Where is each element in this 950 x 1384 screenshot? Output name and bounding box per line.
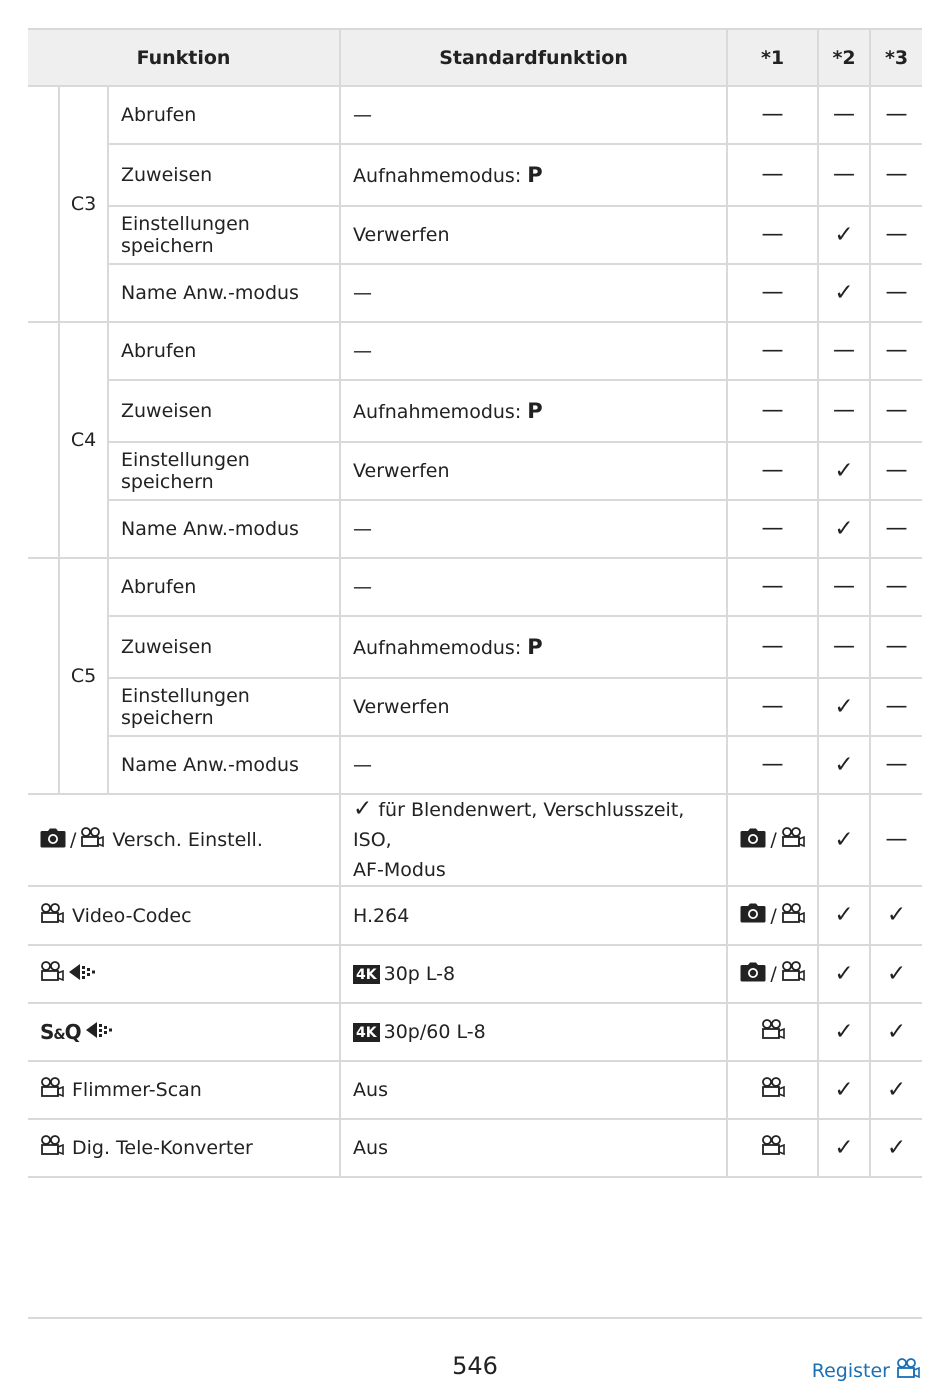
- col-2-cell: [818, 442, 870, 500]
- dash: —: [833, 102, 856, 127]
- col-1-cell: [727, 1119, 818, 1177]
- col-1-cell: [727, 678, 818, 736]
- col-2-cell: [818, 206, 870, 264]
- table-row: [28, 500, 922, 558]
- standard-value: —: [353, 518, 373, 540]
- col-3-cell: [870, 1003, 922, 1061]
- funktion-label: Einstellungen speichern: [121, 449, 250, 493]
- funktion-content: [40, 827, 263, 853]
- dash: —: [885, 102, 908, 127]
- table-row: [28, 264, 922, 322]
- camera-icon: [740, 962, 766, 987]
- checkmark-icon: ✓: [834, 1018, 854, 1045]
- checkmark-icon: ✓: [353, 796, 373, 822]
- table-row: [28, 86, 922, 144]
- 4k-badge: 4K: [353, 1023, 380, 1042]
- funktion-cell: [28, 945, 340, 1003]
- dash: —: [833, 162, 856, 187]
- funktion-cell: [28, 794, 340, 886]
- standard-value: 30p L-8: [383, 963, 456, 985]
- dash: —: [761, 694, 784, 719]
- col-2-cell: [818, 794, 870, 886]
- standard-value: Verwerfen: [353, 460, 450, 482]
- mode-group-name: C5: [70, 665, 97, 687]
- col-3-cell: [870, 206, 922, 264]
- standard-value: 30p/60 L-8: [383, 1021, 486, 1043]
- sq-mode-icon: [40, 1020, 81, 1044]
- checkmark-icon: ✓: [886, 1134, 907, 1161]
- col-2-cell: [818, 380, 870, 442]
- quality-icon: [68, 962, 98, 987]
- funktion-cell: [108, 264, 340, 322]
- funktion-cell: [108, 558, 340, 616]
- checkmark-icon: ✓: [834, 1076, 854, 1103]
- col-2-cell: [818, 678, 870, 736]
- dash: —: [885, 222, 908, 247]
- checkmark-icon: ✓: [834, 693, 854, 720]
- funktion-cell: [108, 442, 340, 500]
- col-1-cell: [727, 144, 818, 206]
- sq-amp: &: [53, 1027, 65, 1043]
- page-number: 546: [452, 1352, 498, 1380]
- funktion-label: Zuweisen: [121, 636, 213, 658]
- col-2-cell: [818, 86, 870, 144]
- funktion-cell: [108, 736, 340, 794]
- checkmark-icon: ✓: [834, 515, 854, 542]
- indent-cell: [28, 322, 59, 558]
- col-3-cell: [870, 736, 922, 794]
- funktion-label: Zuweisen: [121, 400, 213, 422]
- standard-line-1: [353, 795, 714, 855]
- dash: —: [885, 162, 908, 187]
- funktion-label: Versch. Einstell.: [112, 829, 263, 851]
- standard-cell: [340, 206, 727, 264]
- col-1-cell: [727, 558, 818, 616]
- funktion-content: [40, 1135, 253, 1161]
- col-2-cell: [818, 264, 870, 322]
- checkmark-icon: ✓: [834, 279, 854, 306]
- col-1-cell: [727, 736, 818, 794]
- col-1-cell: [727, 206, 818, 264]
- dash: —: [761, 574, 784, 599]
- dash: —: [885, 458, 908, 483]
- slash: /: [770, 963, 777, 985]
- standard-cell: [340, 1061, 727, 1119]
- dash: —: [833, 398, 856, 423]
- col-3-cell: [870, 945, 922, 1003]
- indent-cell: [28, 558, 59, 794]
- icon-group: [740, 903, 804, 929]
- register-label: Register: [811, 1360, 890, 1382]
- checkmark-icon: ✓: [834, 457, 854, 484]
- col-1-cell: [727, 264, 818, 322]
- standard-cell: [340, 678, 727, 736]
- funktion-cell: [108, 144, 340, 206]
- footer-divider: [28, 1317, 922, 1319]
- camera-icon: [40, 828, 66, 853]
- standard-cell: [340, 1003, 727, 1061]
- dash: —: [885, 516, 908, 541]
- col-3-cell: [870, 794, 922, 886]
- checkmark-icon: ✓: [834, 1134, 854, 1161]
- funktion-label: Zuweisen: [121, 164, 213, 186]
- col-1-cell: [727, 794, 818, 886]
- col-2-cell: [818, 144, 870, 206]
- standard-cell: [340, 86, 727, 144]
- header-standardfunktion: Standardfunktion: [340, 29, 727, 86]
- checkmark-icon: ✓: [886, 960, 907, 987]
- table-row: [28, 206, 922, 264]
- standard-cell: [340, 736, 727, 794]
- dash: —: [761, 398, 784, 423]
- table-row: [28, 442, 922, 500]
- col-2-cell: [818, 886, 870, 945]
- standard-cell: [340, 264, 727, 322]
- col-2-cell: [818, 558, 870, 616]
- standard-value: H.264: [353, 904, 410, 927]
- header-col-2: *2: [818, 29, 870, 86]
- icon-group: [761, 1077, 785, 1103]
- register-link[interactable]: [812, 1358, 920, 1384]
- sq-s: S: [40, 1020, 54, 1044]
- funktion-label: Abrufen: [121, 340, 197, 362]
- funktion-content: [40, 1077, 202, 1103]
- col-3-cell: [870, 558, 922, 616]
- table-row: [28, 322, 922, 380]
- icon-group: [740, 827, 804, 853]
- checkmark-icon: ✓: [834, 826, 854, 853]
- dash: —: [761, 458, 784, 483]
- col-1-cell: [727, 1061, 818, 1119]
- movie-icon: [781, 961, 805, 987]
- icon-group: [761, 1019, 785, 1045]
- dash: —: [761, 338, 784, 363]
- col-3-cell: [870, 1119, 922, 1177]
- col-2-cell: [818, 736, 870, 794]
- col-1-cell: [727, 945, 818, 1003]
- movie-icon: [40, 903, 64, 929]
- funktion-label: Name Anw.-modus: [121, 282, 299, 304]
- movie-icon: [761, 1019, 785, 1045]
- movie-icon: [761, 1077, 785, 1103]
- funktion-label: Einstellungen speichern: [121, 213, 250, 257]
- col-2-cell: [818, 945, 870, 1003]
- table-row: [28, 616, 922, 678]
- funktion-cell: [28, 886, 340, 945]
- checkmark-icon: ✓: [886, 1076, 907, 1103]
- funktion-label: Einstellungen speichern: [121, 685, 250, 729]
- movie-icon: [896, 1358, 920, 1384]
- table-row: [28, 558, 922, 616]
- funktion-cell: [28, 1119, 340, 1177]
- col-3-cell: [870, 86, 922, 144]
- movie-icon: [781, 903, 805, 929]
- sq-q: Q: [64, 1020, 81, 1044]
- funktion-label: Abrufen: [121, 104, 197, 126]
- dash: —: [833, 574, 856, 599]
- slash: /: [70, 829, 77, 851]
- indent-cell: [28, 86, 59, 322]
- mode-p-icon: P: [527, 635, 543, 659]
- col-1-cell: [727, 322, 818, 380]
- col-1-cell: [727, 442, 818, 500]
- col-3-cell: [870, 144, 922, 206]
- col-3-cell: [870, 500, 922, 558]
- header-funktion: Funktion: [28, 29, 340, 86]
- standard-value: —: [353, 282, 373, 304]
- col-1-cell: [727, 380, 818, 442]
- col-1-cell: [727, 86, 818, 144]
- table-row: [28, 794, 922, 886]
- movie-icon: [40, 1135, 64, 1161]
- standard-line-2: AF-Modus: [353, 859, 446, 881]
- funktion-label: Video-Codec: [72, 904, 192, 927]
- dash: —: [833, 338, 856, 363]
- checkmark-icon: ✓: [834, 221, 854, 248]
- funktion-cell: [108, 678, 340, 736]
- header-col-1: *1: [727, 29, 818, 86]
- checkmark-icon: ✓: [886, 1018, 907, 1045]
- standard-value: Verwerfen: [353, 224, 450, 246]
- icon-group: [740, 961, 804, 987]
- col-3-cell: [870, 678, 922, 736]
- col-1-cell: [727, 886, 818, 945]
- standard-cell: [340, 144, 727, 206]
- camera-icon: [740, 903, 766, 928]
- movie-icon: [40, 1077, 64, 1103]
- table-row: [28, 736, 922, 794]
- dash: —: [761, 102, 784, 127]
- funktion-cell: [28, 1003, 340, 1061]
- standard-value: —: [353, 576, 373, 598]
- slash: /: [770, 904, 777, 927]
- quality-icon: [85, 1020, 115, 1045]
- table-row: [28, 1061, 922, 1119]
- table-row: [28, 1003, 922, 1061]
- standard-cell: [340, 616, 727, 678]
- funktion-label: Name Anw.-modus: [121, 754, 299, 776]
- standard-value: Aufnahmemodus:: [353, 165, 522, 187]
- checkmark-icon: ✓: [886, 902, 907, 928]
- col-2-cell: [818, 616, 870, 678]
- funktion-label: Abrufen: [121, 576, 197, 598]
- settings-table: [28, 28, 922, 1178]
- col-3-cell: [870, 1061, 922, 1119]
- header-col-3: *3: [870, 29, 922, 86]
- funktion-label: Name Anw.-modus: [121, 518, 299, 540]
- standard-value: für Blendenwert, Verschlusszeit, ISO,: [353, 799, 685, 851]
- movie-icon: [781, 827, 805, 853]
- col-3-cell: [870, 264, 922, 322]
- mode-group-label: [59, 86, 108, 322]
- movie-icon: [40, 961, 64, 987]
- checkmark-icon: ✓: [834, 902, 854, 928]
- mode-group-name: C3: [70, 193, 97, 215]
- funktion-cell: [108, 380, 340, 442]
- standard-cell: [340, 794, 727, 886]
- col-1-cell: [727, 616, 818, 678]
- dash: —: [885, 634, 908, 659]
- mode-p-icon: P: [527, 399, 543, 423]
- slash: /: [770, 829, 777, 851]
- standard-cell: [340, 558, 727, 616]
- mode-group-name: C4: [70, 429, 97, 451]
- col-3-cell: [870, 380, 922, 442]
- standard-cell: [340, 442, 727, 500]
- standard-cell: [340, 1119, 727, 1177]
- funktion-label: Dig. Tele-Konverter: [72, 1137, 253, 1159]
- checkmark-icon: ✓: [834, 960, 854, 987]
- standard-value: Aus: [353, 1079, 388, 1101]
- funktion-cell: [108, 206, 340, 264]
- col-1-cell: [727, 500, 818, 558]
- dash: —: [885, 827, 908, 852]
- col-3-cell: [870, 322, 922, 380]
- dash: —: [885, 398, 908, 423]
- col-2-cell: [818, 322, 870, 380]
- col-1-cell: [727, 1003, 818, 1061]
- mode-group-label: [59, 558, 108, 794]
- standard-value: —: [353, 340, 373, 362]
- dash: —: [761, 280, 784, 305]
- funktion-cell: [108, 500, 340, 558]
- table-row: [28, 380, 922, 442]
- icon-group: [761, 1135, 785, 1161]
- table-row: [28, 945, 922, 1003]
- standard-value: —: [353, 754, 373, 776]
- funktion-content: [40, 903, 192, 929]
- funktion-cell: [28, 1061, 340, 1119]
- checkmark-icon: ✓: [834, 751, 854, 778]
- funktion-content: [40, 961, 98, 987]
- standard-cell: [340, 886, 727, 945]
- standard-cell: [340, 500, 727, 558]
- funktion-cell: [108, 616, 340, 678]
- dash: —: [761, 634, 784, 659]
- movie-icon: [80, 827, 104, 853]
- table-row: [28, 144, 922, 206]
- col-3-cell: [870, 616, 922, 678]
- funktion-label: Flimmer-Scan: [72, 1079, 202, 1101]
- standard-value: Aufnahmemodus:: [353, 637, 522, 659]
- dash: —: [761, 516, 784, 541]
- col-2-cell: [818, 500, 870, 558]
- dash: —: [885, 694, 908, 719]
- standard-cell: [340, 945, 727, 1003]
- mode-p-icon: P: [527, 163, 543, 187]
- movie-icon: [761, 1135, 785, 1161]
- standard-value: Aufnahmemodus:: [353, 401, 522, 423]
- dash: —: [761, 162, 784, 187]
- dash: —: [761, 222, 784, 247]
- dash: —: [885, 280, 908, 305]
- col-3-cell: [870, 442, 922, 500]
- dash: —: [885, 574, 908, 599]
- col-2-cell: [818, 1061, 870, 1119]
- funktion-content: [40, 1020, 115, 1045]
- col-3-cell: [870, 886, 922, 945]
- standard-cell: [340, 380, 727, 442]
- table-row: [28, 886, 922, 945]
- table-row: [28, 1119, 922, 1177]
- dash: —: [885, 338, 908, 363]
- funktion-cell: [108, 86, 340, 144]
- camera-icon: [740, 828, 766, 853]
- standard-cell: [340, 322, 727, 380]
- standard-value: Aus: [353, 1137, 388, 1159]
- col-2-cell: [818, 1003, 870, 1061]
- dash: —: [833, 634, 856, 659]
- table-row: [28, 678, 922, 736]
- dash: —: [885, 752, 908, 777]
- col-2-cell: [818, 1119, 870, 1177]
- mode-group-label: [59, 322, 108, 558]
- standard-value: Verwerfen: [353, 696, 450, 718]
- 4k-badge: 4K: [353, 965, 380, 984]
- funktion-cell: [108, 322, 340, 380]
- standard-value: —: [353, 104, 373, 126]
- dash: —: [761, 752, 784, 777]
